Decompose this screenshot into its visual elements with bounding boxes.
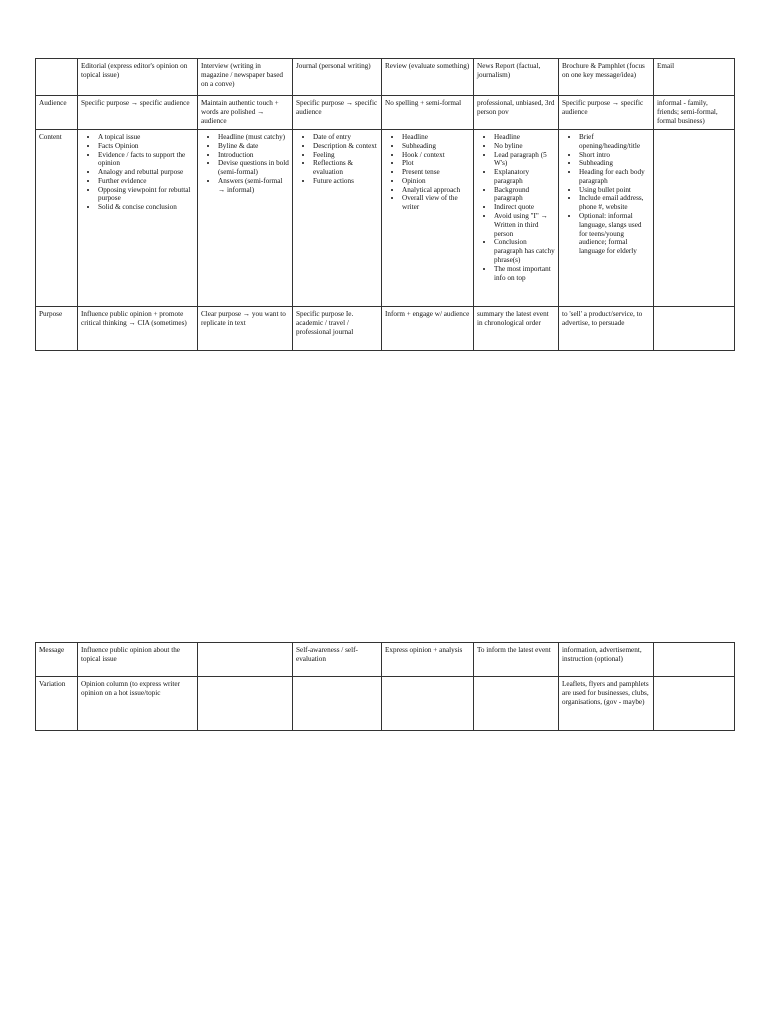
purpose-cell: Specific purpose Ie. academic / travel / professional journal <box>293 307 382 351</box>
row-label-purpose: Purpose <box>36 307 78 351</box>
content-bullet-item: • Opposing viewpoint for rebuttal purpose <box>98 186 194 204</box>
content-list <box>385 133 470 212</box>
purpose-cell: Influence public opinion + promote critical thinking → CIA (sometimes) <box>78 307 198 351</box>
audience-cell: Specific purpose → specific audience <box>78 96 198 130</box>
content-bullet-item: • Headline <box>494 133 555 142</box>
content-bullet-item: • Analogy and rebuttal purpose <box>98 168 194 177</box>
content-bullet-item: • Background paragraph <box>494 186 555 204</box>
content-bullet-item: • Plot <box>402 159 470 168</box>
header-cell-interview: Interview (writing in magazine / newspaper based on a conve) <box>198 59 293 96</box>
content-list <box>201 133 289 194</box>
content-list <box>477 133 555 282</box>
content-bullet-item: • Analytical approach <box>402 186 470 195</box>
audience-cell: informal - family, friends; semi-formal, formal business) <box>654 96 735 130</box>
header-row <box>36 59 735 96</box>
content-cell <box>78 130 198 307</box>
content-cell <box>559 130 654 307</box>
content-bullet-item: • Subheading <box>579 159 650 168</box>
row-label-message: Message <box>36 643 78 677</box>
header-cell-brochure: Brochure & Pamphlet (focus on one key message/idea) <box>559 59 654 96</box>
content-bullet-item: • Avoid using "I" → Written in third person <box>494 212 555 238</box>
message-cell <box>654 643 735 677</box>
header-cell-email: Email <box>654 59 735 96</box>
text-types-table-continued <box>35 642 735 731</box>
content-bullet-item: • Answers (semi-formal → informal) <box>218 177 289 195</box>
content-bullet-item: • Conclusion paragraph has catchy phrase(s) <box>494 238 555 264</box>
header-cell-review: Review (evaluate something) <box>382 59 474 96</box>
content-cell <box>293 130 382 307</box>
audience-cell: professional, unbiased, 3rd person pov <box>474 96 559 130</box>
content-bullet-item: • Heading for each body paragraph <box>579 168 650 186</box>
content-bullet-item: • Solid & concise conclusion <box>98 203 194 212</box>
content-bullet-item: • Include email address, phone #, website <box>579 194 650 212</box>
variation-cell <box>382 677 474 731</box>
content-bullet-item: • Facts Opinion <box>98 142 194 151</box>
content-bullet-item: • Introduction <box>218 151 289 160</box>
content-list <box>81 133 194 212</box>
content-list <box>562 133 650 256</box>
content-bullet-item: • Using bullet point <box>579 186 650 195</box>
row-label-audience: Audience <box>36 96 78 130</box>
message-row <box>36 643 735 677</box>
content-bullet-item: • Indirect quote <box>494 203 555 212</box>
content-list <box>296 133 378 186</box>
message-cell: Influence public opinion about the topical issue <box>78 643 198 677</box>
content-bullet-item: • Overall view of the writer <box>402 194 470 212</box>
content-bullet-item: • Short intro <box>579 151 650 160</box>
content-bullet-item: • Evidence / facts to support the opinion <box>98 151 194 169</box>
purpose-cell: Clear purpose → you want to replicate in text <box>198 307 293 351</box>
content-bullet-item: • A topical issue <box>98 133 194 142</box>
purpose-cell <box>654 307 735 351</box>
text-types-table <box>35 58 735 351</box>
content-bullet-item: • Present tense <box>402 168 470 177</box>
content-bullet-item: • The most important info on top <box>494 265 555 283</box>
audience-cell: Specific purpose → specific audience <box>559 96 654 130</box>
content-bullet-item: • Optional: informal language, slangs used for teens/young audience; formal language for elderly <box>579 212 650 256</box>
content-bullet-item: • Headline <box>402 133 470 142</box>
message-cell: information, advertisement, instruction (optional) <box>559 643 654 677</box>
content-bullet-item: • Reflections & evaluation <box>313 159 378 177</box>
content-bullet-item: • Subheading <box>402 142 470 151</box>
audience-row <box>36 96 735 130</box>
content-row <box>36 130 735 307</box>
audience-cell: Specific purpose → specific audience <box>293 96 382 130</box>
content-bullet-item: • Hook / context <box>402 151 470 160</box>
message-cell <box>198 643 293 677</box>
content-bullet-item: • Date of entry <box>313 133 378 142</box>
header-cell-journal: Journal (personal writing) <box>293 59 382 96</box>
content-bullet-item: • Devise questions in bold (semi-formal) <box>218 159 289 177</box>
row-label-content: Content <box>36 130 78 307</box>
content-cell <box>654 130 735 307</box>
purpose-cell: Inform + engage w/ audience <box>382 307 474 351</box>
content-bullet-item: • Lead paragraph (5 W's) <box>494 151 555 169</box>
purpose-cell: to 'sell' a product/service, to advertise, to persuade <box>559 307 654 351</box>
content-bullet-item: • Explanatory paragraph <box>494 168 555 186</box>
content-cell <box>198 130 293 307</box>
header-cell-editorial: Editorial (express editor's opinion on topical issue) <box>78 59 198 96</box>
header-cell-blank <box>36 59 78 96</box>
variation-cell <box>198 677 293 731</box>
variation-row <box>36 677 735 731</box>
content-bullet-item: • Future actions <box>313 177 378 186</box>
variation-cell <box>654 677 735 731</box>
variation-cell <box>293 677 382 731</box>
variation-cell: Opinion column (to express writer opinion on a hot issue/topic <box>78 677 198 731</box>
audience-cell: No spelling + semi-formal <box>382 96 474 130</box>
message-cell: Self-awareness / self-evaluation <box>293 643 382 677</box>
content-bullet-item: • Headline (must catchy) <box>218 133 289 142</box>
variation-cell <box>474 677 559 731</box>
row-label-variation: Variation <box>36 677 78 731</box>
purpose-cell: summary the latest event in chronological order <box>474 307 559 351</box>
header-cell-news-report: News Report (factual, journalism) <box>474 59 559 96</box>
content-bullet-item: • No byline <box>494 142 555 151</box>
content-bullet-item: • Brief opening/heading/title <box>579 133 650 151</box>
variation-cell: Leaflets, flyers and pamphlets are used for businesses, clubs, organisations, (gov - maybe) <box>559 677 654 731</box>
content-cell <box>474 130 559 307</box>
message-cell: To inform the latest event <box>474 643 559 677</box>
content-bullet-item: • Feeling <box>313 151 378 160</box>
purpose-row <box>36 307 735 351</box>
content-bullet-item: • Further evidence <box>98 177 194 186</box>
content-bullet-item: • Byline & date <box>218 142 289 151</box>
content-bullet-item: • Opinion <box>402 177 470 186</box>
audience-cell: Maintain authentic touch + words are polished → audience <box>198 96 293 130</box>
message-cell: Express opinion + analysis <box>382 643 474 677</box>
content-bullet-item: • Description & context <box>313 142 378 151</box>
content-cell <box>382 130 474 307</box>
